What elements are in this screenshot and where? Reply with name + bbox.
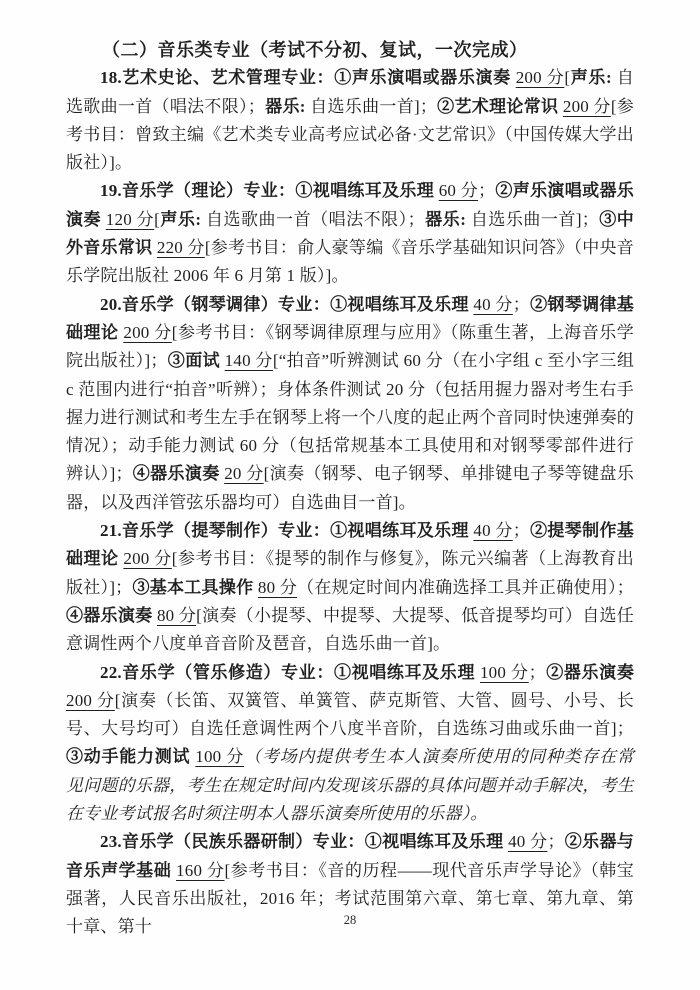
item-23-run: [参考书目：《音的历程——现代音乐声学导论》（韩宝强著，人民音乐出版社，2016 年；考试范围第六章、第七章、第九章、第十章、第十 [66,860,634,937]
item-19-run: 器乐: [424,209,467,229]
item-18-run: 200 分 [515,68,565,88]
item-22 [66,659,634,829]
item-20-run: [参考书目：《钢琴调律原理与应用》（陈重生著，上海音乐学院出版社）]； [66,322,634,371]
item-21-run: ①视唱练耳及乐理 [330,521,469,541]
item-21-run: ③基本工具操作 [132,577,254,597]
item-19-run: [参考书目：俞人豪等编《音乐学基础知识问答》（中央音乐学院出版社 2006 年 6 月第 1 版）]。 [66,238,635,286]
item-20-run: 20.音乐学（钢琴调律）专业： [100,294,331,314]
item-19-run: 19.音乐学（理论）专业： [100,181,296,201]
section-title-run: （二）音乐类专业（考试不分初、复试，一次完成） [102,40,528,60]
item-21-run: 80 分 [257,577,298,597]
item-20-run: ①视唱练耳及乐理 [330,294,469,314]
item-21-run: ④器乐演奏 [66,605,153,625]
item-21-run: [演奏（小提琴、中提琴、大提琴、低音提琴均可）自选任意调性两个八度单音音阶及琶音，自选乐曲一首]。 [66,605,634,654]
item-19-run: ①视唱练耳及乐理 [295,181,435,201]
item-18-run: ②艺术理论常识 [437,96,559,116]
item-20-run: 140 分 [224,351,273,371]
item-18-run: 18.艺术史论、艺术管理专业： [100,68,335,88]
item-21-run: 200 分 [123,549,172,569]
item-22-run: 100 分 [479,662,529,682]
item-20-run: 200 分 [123,322,172,342]
item-19-run: ②声乐演唱或器乐演奏 [66,181,634,229]
item-19-run: ③中外音乐常识 [66,209,634,258]
item-18-run: 自选乐曲一首]； [305,96,438,116]
item-20-run: ③面试 [167,351,221,371]
item-18-run: 器乐: [265,96,306,116]
item-22-run: 200 分 [66,690,115,710]
item-22-run: ②器乐演奏 [545,662,635,682]
item-18-run: 200 分 [562,96,611,116]
item-20-run: ②钢琴调律基础理论 [66,294,634,342]
item-22-run: ①视唱练耳及乐理 [333,662,476,682]
item-19-run: 声乐: [160,209,202,229]
item-19-run: 220 分 [156,238,205,258]
item-21-run: （在规定时间内准确选择工具并正确使用）； [297,577,634,597]
item-22-run: ③动手能力测试 [66,747,191,767]
item-20 [66,291,634,517]
item-18-run: 自选歌曲一首（唱法不限）； [66,68,635,116]
item-22-run: ； [528,662,546,682]
item-22-run: [演奏（长笛、双簧管、单簧管、萨克斯管、大管、圆号、小号、长号、大号均可）自选任意调性两个八度半音阶，自选练习曲或乐曲一首]； [66,690,634,739]
item-18-run: 声乐: [570,68,612,88]
item-19 [66,177,634,290]
item-19-run: 自选歌曲一首（唱法不限）； [201,209,425,229]
item-23-run: 40 分 [508,832,548,852]
item-23-run: ； [547,832,565,852]
item-19-run: ； [478,181,496,201]
item-22-run: 100 分 [195,747,245,767]
item-22-run: 22.音乐学（管乐修造）专业： [100,662,334,682]
item-20-run: [演奏（钢琴、电子钢琴、单排键电子琴等键盘乐器，以及西洋管弦乐器均可）自选曲目一首]。 [66,464,634,512]
item-23-run: 160 分 [176,860,225,880]
paragraph-list [66,36,634,942]
item-21 [66,517,634,658]
item-21-run: [参考书目：《提琴的制作与修复》，陈元兴编著（上海教育出版社）]； [66,549,634,597]
item-19-run: 60 分 [438,181,479,201]
item-19-run: 120 分 [105,209,155,229]
item-21-run: 40 分 [473,521,513,541]
item-21-run: ②提琴制作基础理论 [66,521,634,569]
item-20-run: ； [512,294,530,314]
item-23-run: ②乐器与音乐声学基础 [66,832,635,880]
section-title [66,36,634,64]
item-19-run: [ [154,209,161,229]
item-20-run: [“拍音”听辨测试 60 分（在小字组 c 至小字三组 c 范围内进行“拍音”听辨）；身体条件测试 20 分（包括用握力器对考生右手握力进行测试和考生左手在钢琴上将一个八度的起止两个音同时快速弹奏的情况）；动手能力测试 60 分（包括常规基本工具使用和对钢琴零部件进行辨认）]； [66,351,635,484]
item-23-run: 23.音乐学（民族乐器研制）专业： [100,832,365,852]
item-18-run: [ [564,68,571,88]
item-20-run: 20 分 [224,464,264,484]
item-18-run: [参考书目：曾致主编《艺术类专业高考应试必备·文艺常识》（中国传媒大学出版社）]。 [66,96,635,173]
item-20-run: 40 分 [473,294,513,314]
item-18-run: ①声乐演唱或器乐演奏 [334,68,511,88]
item-18 [66,64,634,177]
document-content [66,36,634,942]
page-number: 28 [343,913,357,927]
item-19-run: 自选乐曲一首]； [466,209,599,229]
item-20-run: ④器乐演奏 [132,464,220,484]
item-23-run: ①视唱练耳及乐理 [364,832,504,852]
item-21-run: 80 分 [156,605,197,625]
item-21-run: ； [512,521,530,541]
item-22-run: （考场内提供考生本人演奏所使用的同种类存在常见问题的乐器，考生在规定时间内发现该乐器的具体问题并动手解决，考生在专业考试报名时须注明本人器乐演奏所使用的乐器）。 [66,747,635,824]
item-21-run: 21.音乐学（提琴制作）专业： [100,521,331,541]
